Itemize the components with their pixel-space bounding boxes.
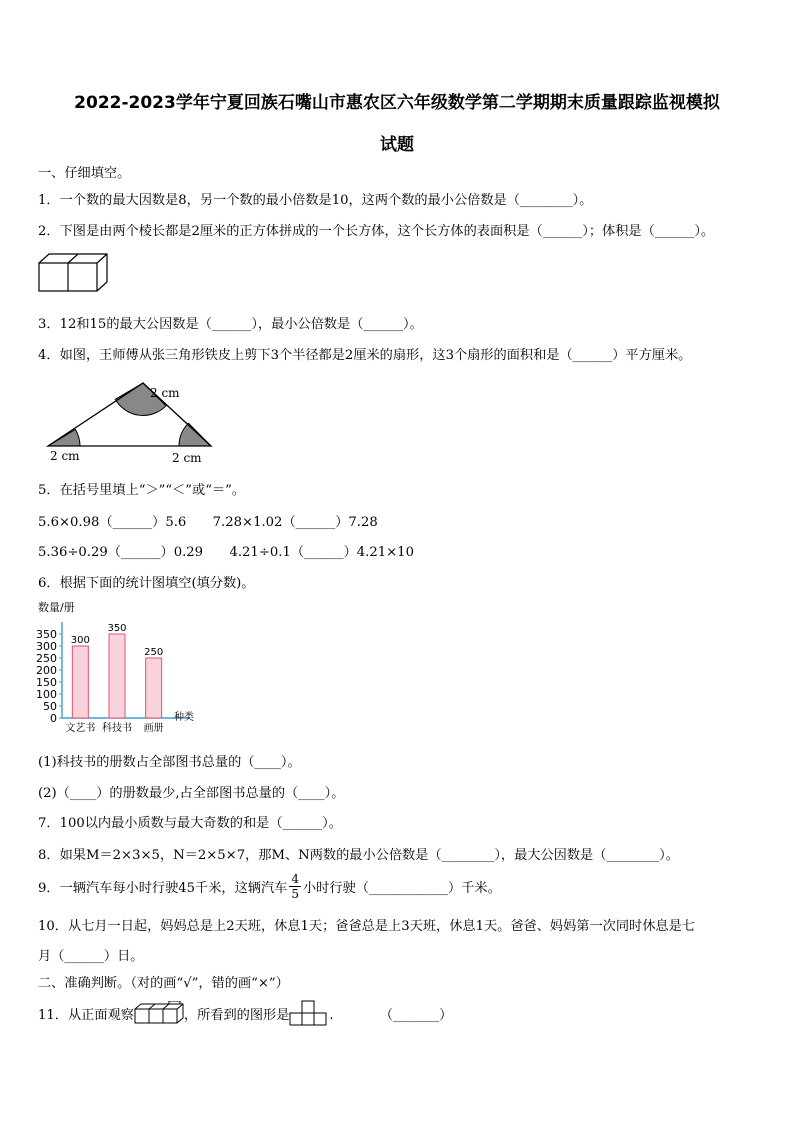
chart-bar — [72, 646, 88, 718]
chart-ylabel: 数量/册 — [38, 601, 75, 614]
question-6: 6．根据下面的统计图填空(填分数)。 — [38, 576, 255, 591]
question-11-part1: 11．从正面观察 — [38, 1007, 134, 1023]
cube-stack-figure — [134, 1001, 184, 1025]
question-11 — [38, 998, 452, 1028]
fraction — [289, 872, 301, 901]
fraction-denominator: 5 — [291, 886, 299, 901]
chart-xlabel: 种类 — [174, 712, 194, 723]
question-9 — [38, 868, 501, 904]
question-11-part2: ，所看到的图形是 — [183, 1007, 290, 1023]
cuboid-figure — [38, 253, 108, 293]
chart-category-label: 科技书 — [102, 723, 132, 734]
question-5: 5．在括号里填上“＞”“＜”或“＝”。 — [38, 483, 246, 498]
label-right: 2 cm — [172, 451, 202, 465]
question-3: 3．12和15的最大公因数是（______），最小公倍数是（______）。 — [38, 317, 423, 332]
chart-category-label: 文艺书 — [65, 723, 96, 734]
question-4: 4．如图，王师傅从张三角形铁皮上剪下3个半径都是2厘米的扇形，这3个扇形的面积和是（______）平方厘米。 — [38, 348, 692, 363]
chart-data-label: 250 — [144, 647, 164, 658]
question-10-line2: 月（______）日。 — [38, 949, 144, 964]
chart-y-tick-label: 100 — [36, 688, 57, 701]
question-7: 7．100以内最小质数与最大奇数的和是（______）。 — [38, 816, 342, 831]
question-11-part3: . （_______） — [329, 1007, 453, 1023]
chart-y-tick-label: 350 — [36, 628, 57, 641]
question-1: 1．一个数的最大因数是8，另一个数的最小倍数是10，这两个数的最小公倍数是（________）。 — [38, 193, 593, 208]
question-8: 8．如果M＝2×3×5，N＝2×5×7，那M、N两数的最小公倍数是（________），最大公因数是（________）。 — [38, 848, 679, 863]
question-5-row2: 5.36÷0.29（______）0.29 4.21÷0.1（______）4.21×10 — [38, 545, 414, 560]
chart-data-label: 350 — [107, 623, 127, 634]
chart-y-tick-label: 50 — [43, 700, 57, 713]
chart-category-label: 画册 — [143, 723, 164, 734]
section-heading-judge: 二、准确判断。（对的画“√”，错的画“×”） — [38, 976, 289, 991]
question-2: 2．下图是由两个棱长都是2厘米的正方体拼成的一个长方体，这个长方体的表面积是（______）；体积是（______）。 — [38, 224, 715, 239]
page-title-line1: 2022-2023学年宁夏回族石嘴山市惠农区六年级数学第二学期期末质量跟踪监视模拟 — [74, 93, 720, 113]
chart-bar — [146, 658, 162, 718]
chart-bar — [109, 634, 125, 718]
question-5-row1: 5.6×0.98（______）5.6 7.28×1.02（______）7.28 — [38, 515, 378, 530]
chart-y-tick-label: 300 — [36, 640, 57, 653]
bar-chart — [36, 596, 206, 738]
chart-y-tick-label: 250 — [36, 652, 57, 665]
question-10-line1: 10．从七月一日起，妈妈总是上2天班，休息1天；爸爸总是上3天班，休息1天。爸爸、妈妈第一次同时休息是七 — [38, 919, 695, 934]
question-6-1: (1)科技书的册数占全部图书总量的（____）。 — [38, 755, 301, 770]
label-left: 2 cm — [50, 449, 80, 463]
chart-data-label: 300 — [70, 635, 90, 646]
chart-y-tick-label: 150 — [36, 676, 57, 689]
triangle-sectors-figure — [38, 378, 218, 468]
front-view-figure — [289, 1000, 329, 1026]
question-9-part1: 9．一辆汽车每小时行驶45千米，这辆汽车 — [38, 880, 288, 896]
fraction-numerator: 4 — [291, 871, 299, 886]
question-9-part2: 小时行驶（____________）千米。 — [303, 880, 501, 896]
chart-y-tick-label: 200 — [36, 664, 57, 677]
page-title-line2: 试题 — [380, 135, 414, 155]
chart-y-tick-label: 0 — [50, 712, 57, 725]
label-top: 2 cm — [150, 386, 180, 400]
section-heading-fill: 一、仔细填空。 — [38, 166, 131, 181]
question-6-2: (2)（____）的册数最少,占全部图书总量的（____）。 — [38, 786, 345, 801]
